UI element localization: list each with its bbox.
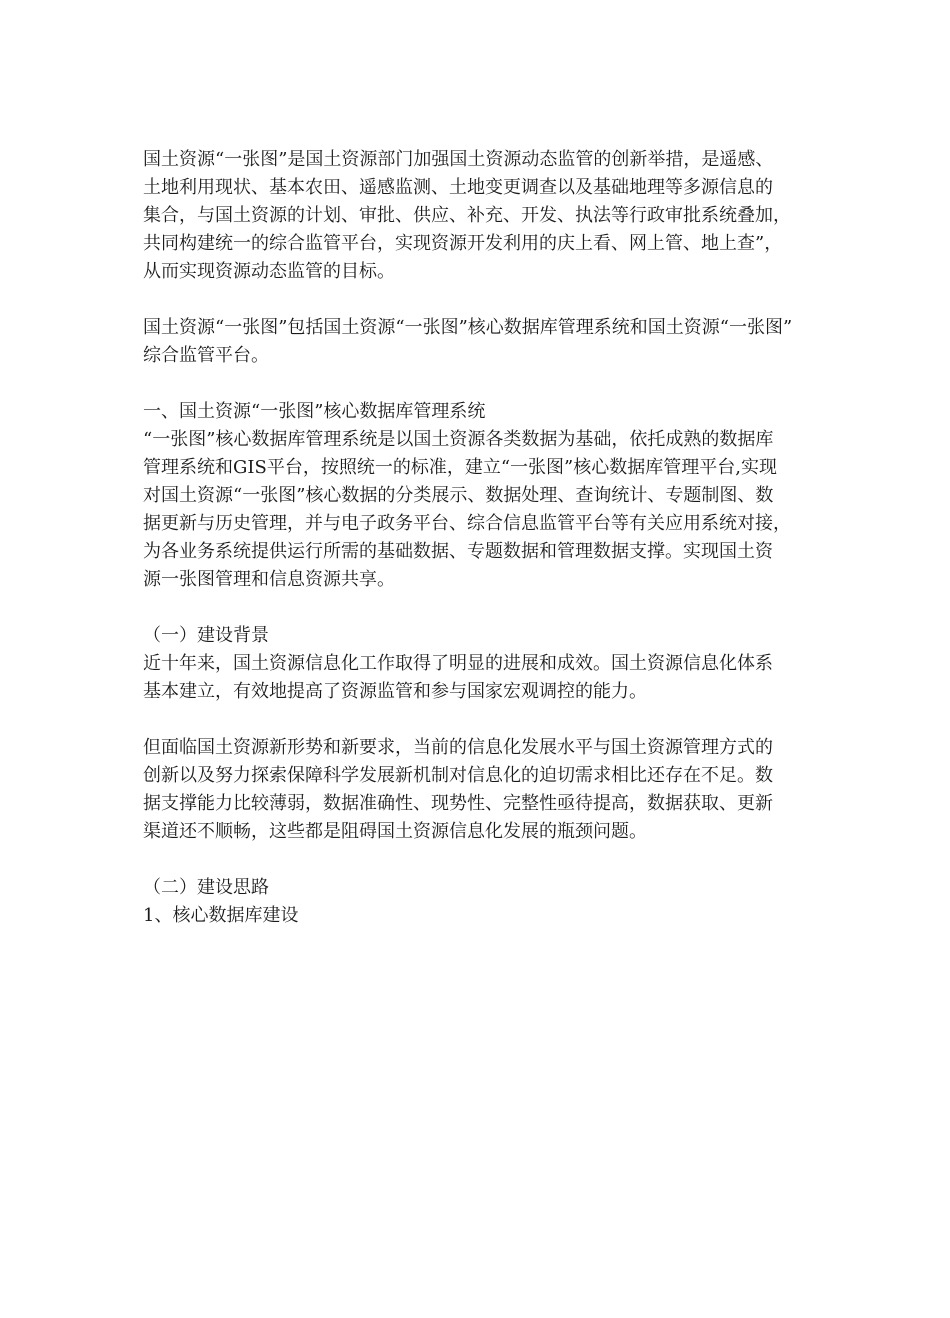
- intro-paragraph: [143, 146, 811, 286]
- paragraph-line: 国土资源“一张图”包括国土资源“一张图”核心数据库管理系统和国土资源“一张图”: [143, 317, 793, 338]
- paragraph-line: 管理系统和GIS平台，按照统一的标准，建立“一张图”核心数据库管理平台,实现: [143, 457, 777, 478]
- challenges-paragraph: [143, 734, 811, 846]
- paragraph-line: 共同构建统一的综合监管平台，实现资源开发利用的庆上看、网上管、地上查”，: [143, 233, 783, 254]
- paragraph-line: “一张图”核心数据库管理系统是以国土资源各类数据为基础，依托成熟的数据库: [143, 429, 774, 450]
- paragraph-line: 但面临国土资源新形势和新要求，当前的信息化发展水平与国土资源管理方式的: [143, 737, 773, 758]
- paragraph-line: 据支撑能力比较薄弱，数据准确性、现势性、完整性亟待提高，数据获取、更新: [143, 793, 773, 814]
- paragraph-line: 国土资源“一张图”是国土资源部门加强国土资源动态监管的创新举措，是遥感、: [143, 149, 774, 170]
- paragraph-line: 为各业务系统提供运行所需的基础数据、专题数据和管理数据支撑。实现国土资: [143, 541, 773, 562]
- subsection-heading: （一）建设背景: [143, 625, 269, 646]
- paragraph-line: 据更新与历史管理，并与电子政务平台、综合信息监管平台等有关应用系统对接，: [143, 513, 791, 534]
- paragraph-gap: [143, 706, 811, 734]
- document-page: [143, 146, 811, 930]
- paragraph-line: 集合，与国土资源的计划、审批、供应、补充、开发、执法等行政审批系统叠加，: [143, 205, 791, 226]
- section-heading: 一、国土资源“一张图”核心数据库管理系统: [143, 401, 486, 422]
- paragraph-gap: [143, 370, 811, 398]
- item-heading: 1、核心数据库建设: [143, 905, 299, 926]
- paragraph-gap: [143, 846, 811, 874]
- paragraph-line: 渠道还不顺畅，这些都是阻碍国土资源信息化发展的瓶颈问题。: [143, 821, 647, 842]
- paragraph-line: 源一张图管理和信息资源共享。: [143, 569, 395, 590]
- paragraph-gap: [143, 286, 811, 314]
- subsection-heading: （二）建设思路: [143, 877, 269, 898]
- paragraph-gap: [143, 594, 811, 622]
- paragraph-line: 综合监管平台。: [143, 345, 269, 366]
- paragraph-line: 创新以及努力探索保障科学发展新机制对信息化的迫切需求相比还存在不足。数: [143, 765, 773, 786]
- paragraph-line: 土地利用现状、基本农田、遥感监测、土地变更调查以及基础地理等多源信息的: [143, 177, 773, 198]
- summary-paragraph: [143, 314, 811, 370]
- paragraph-line: 近十年来，国土资源信息化工作取得了明显的进展和成效。国土资源信息化体系: [143, 653, 773, 674]
- core-db-paragraph: [143, 426, 811, 594]
- paragraph-line: 基本建立，有效地提高了资源监管和参与国家宏观调控的能力。: [143, 681, 647, 702]
- paragraph-line: 对国土资源“一张图”核心数据的分类展示、数据处理、查询统计、专题制图、数: [143, 485, 774, 506]
- paragraph-line: 从而实现资源动态监管的目标。: [143, 261, 395, 282]
- background-paragraph: [143, 650, 811, 706]
